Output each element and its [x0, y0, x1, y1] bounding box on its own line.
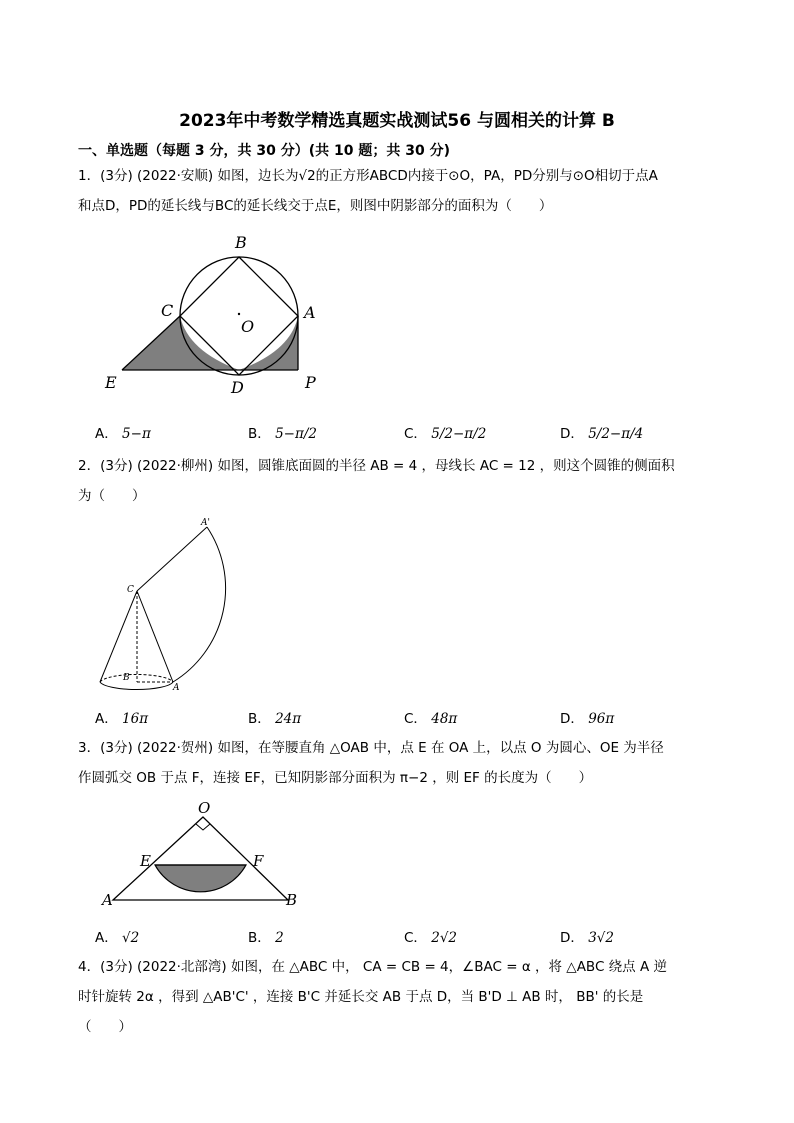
- cone-left-side: [100, 591, 137, 682]
- question-2-option-d[interactable]: [560, 707, 614, 727]
- question-3-text-line1: 3．(3分) (2022·贺州) 如图，在等腰直角 △OAB 中，点 E 在 OA 上，以点 O 为圆心、OE 为半径: [78, 740, 664, 756]
- label-c: C: [161, 301, 174, 320]
- label-b: B: [235, 233, 247, 252]
- label-a: A: [102, 891, 113, 909]
- option-letter: C．: [404, 930, 427, 946]
- question-1-text-line1: 1．(3分) (2022·安顺) 如图，边长为√2的正方形ABCD内接于⊙O，PA，PD分别与⊙O相切于点A: [78, 168, 658, 184]
- option-letter: C．: [404, 426, 427, 442]
- label-e: E: [105, 373, 117, 392]
- option-value: √2: [122, 930, 140, 946]
- option-letter: D．: [560, 930, 584, 946]
- question-4-text-line3: （ ）: [78, 1019, 132, 1035]
- question-3-figure: [98, 797, 308, 912]
- base-front: [100, 682, 173, 690]
- option-value: 2√2: [431, 930, 458, 946]
- option-value: 2: [275, 930, 284, 946]
- label-o: O: [198, 799, 211, 817]
- label-c: C: [127, 585, 134, 595]
- question-4-text-line1: 4．(3分) (2022·北部湾) 如图，在 △ABC 中， CA = CB = 4，∠BAC = α ，将 △ABC 绕点 A 逆: [78, 959, 667, 975]
- section-heading: 一、单选题（每题 3 分，共 30 分）(共 10 题；共 30 分): [78, 143, 450, 159]
- question-1-option-b[interactable]: [248, 422, 317, 442]
- label-d: D: [231, 378, 244, 397]
- option-value: 5−π/2: [275, 426, 317, 442]
- option-letter: C．: [404, 711, 427, 727]
- question-2-option-a[interactable]: [95, 707, 148, 727]
- right-angle-mark: [196, 824, 210, 830]
- option-value: 5−π: [122, 426, 151, 442]
- option-letter: A．: [95, 711, 118, 727]
- shaded-segment: [155, 865, 246, 892]
- option-letter: A．: [95, 426, 118, 442]
- question-3-text-line2: 作圆弧交 OB 于点 F，连接 EF，已知阴影部分面积为 π−2 ，则 EF 的长度为（ ）: [78, 770, 593, 786]
- label-e: E: [140, 852, 151, 870]
- label-a: A: [173, 683, 180, 693]
- question-3-option-a[interactable]: [95, 926, 139, 946]
- option-value: 3√2: [588, 930, 614, 946]
- question-1-text-line2: 和点D，PD的延长线与BC的延长线交于点E，则图中阴影部分的面积为（ ）: [78, 198, 553, 214]
- question-2-text-line2: 为（ ）: [78, 488, 146, 504]
- option-value: 5/2−π/2: [431, 426, 487, 442]
- option-letter: D．: [560, 426, 584, 442]
- option-value: 96π: [588, 711, 615, 727]
- label-o: O: [241, 317, 255, 336]
- question-1-option-c[interactable]: [404, 422, 486, 442]
- label-f: F: [253, 852, 264, 870]
- label-a: A: [304, 303, 316, 322]
- circle-o: [180, 257, 298, 375]
- question-3-option-d[interactable]: [560, 926, 614, 946]
- option-letter: A．: [95, 930, 118, 946]
- question-1-figure: [95, 228, 335, 403]
- option-letter: B．: [248, 426, 271, 442]
- page-title: 2023年中考数学精选真题实战测试56 与圆相关的计算 B: [179, 111, 615, 131]
- question-3-option-b[interactable]: [248, 926, 284, 946]
- question-2-text-line1: 2．(3分) (2022·柳州) 如图，圆锥底面圆的半径 AB = 4 ，母线长 AC = 12 ，则这个圆锥的侧面积: [78, 458, 675, 474]
- option-value: 5/2−π/4: [588, 426, 644, 442]
- option-letter: D．: [560, 711, 584, 727]
- question-2-option-c[interactable]: [404, 707, 457, 727]
- label-p: P: [305, 373, 316, 392]
- question-1-option-d[interactable]: [560, 422, 643, 442]
- label-b: B: [286, 891, 298, 909]
- option-letter: B．: [248, 711, 271, 727]
- label-b: B: [123, 673, 130, 683]
- question-4-text-line2: 时针旋转 2α ，得到 △AB'C' ，连接 B'C 并延长交 AB 于点 D，当 B'D ⊥ AB 时， BB' 的长是: [78, 989, 644, 1005]
- option-value: 16π: [122, 711, 149, 727]
- option-value: 48π: [431, 711, 458, 727]
- question-3-option-c[interactable]: [404, 926, 457, 946]
- cone-right-side: [137, 591, 173, 682]
- center-point: [238, 313, 240, 315]
- question-2-figure: [95, 512, 265, 694]
- label-a-prime: A': [201, 518, 210, 528]
- question-1-option-a[interactable]: [95, 422, 151, 442]
- option-value: 24π: [275, 711, 302, 727]
- line-ca-prime: [137, 527, 207, 591]
- option-letter: B．: [248, 930, 271, 946]
- question-2-option-b[interactable]: [248, 707, 301, 727]
